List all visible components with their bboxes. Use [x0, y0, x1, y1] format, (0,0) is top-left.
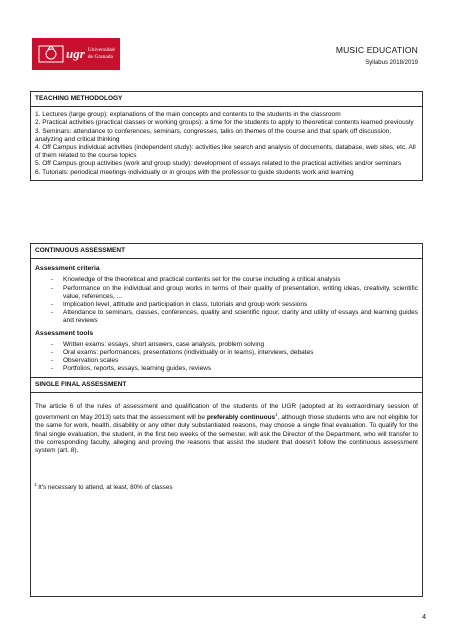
- tools-item: - Oral exams: performances, presentations (individually or in teams), interviews, debates: [55, 349, 418, 357]
- criteria-item: - Implication level, attitude and participation in class, tutorials and group work sessions: [55, 301, 418, 309]
- method-item: 6. Tutorials: periodical meetings individually or in groups with the professor to guide students work and learning: [35, 168, 354, 176]
- method-item: 3. Seminars: attendance to conferences, seminars, congresses, talks on themes of the course and that spark off discussion, analyzing and critical thinking: [35, 127, 392, 143]
- footnote-text: It's necessary to attend, at least, 80% of classes: [38, 484, 173, 492]
- university-logo: [32, 38, 120, 70]
- tools-item: - Written exams: essays, short answers, case analysis, problem solving: [55, 341, 418, 349]
- single-final-heading: SINGLE FINAL ASSESSMENT: [31, 377, 422, 393]
- tools-list: [35, 341, 418, 374]
- logo-abbrev: ugr: [66, 46, 85, 61]
- logo-name: Universidad de Granada: [87, 47, 115, 60]
- pomegranate-crest-icon: [38, 44, 64, 64]
- method-item: 1. Lectures (large group): explanations of the main concepts and contents to the students in the classroom: [35, 111, 341, 119]
- method-item: 2. Practical activities (practical classes or working groups): a time for the students to apply to theoretical contents learned previously: [35, 119, 414, 127]
- page-number: 4: [422, 614, 426, 621]
- continuous-assessment-section: [30, 243, 423, 597]
- method-item: 4. Off Campus individual activities (independent study): activities like search and analysis of documents, database, web sites, etc. All of them related to the course topics: [35, 144, 416, 160]
- single-text-bold: preferably continuous: [206, 414, 276, 422]
- footnote-ref: 1: [275, 412, 278, 418]
- tools-heading: Assessment tools: [35, 329, 94, 337]
- criteria-item: - Performance on the individual and group works in terms of their quality of presentation, writing ideas, creativity, scientific value, references, ...: [55, 285, 418, 301]
- tools-item: - Observation scales: [55, 357, 418, 365]
- section-heading: TEACHING METHODOLOGY: [31, 92, 422, 107]
- single-text-after: , although those students who are not eligible for the same for work, health, disability or any other duly substantiated reasons, may choose a single final evaluation. To qualify for the final single evaluation, the student, in the first two weeks of the semester, will ask the Director of the Department, who will transfer to the corresponding faculty, alleging and proving the reasons that assist the student that doesn't follow the continuous assessment system (art. 8).: [35, 414, 418, 455]
- single-final-body: [31, 393, 422, 596]
- criteria-heading: Assessment criteria: [35, 265, 100, 273]
- single-text-before: The article 6 of the rules of assessment and qualification of the students of the UGR (adopted at its extraordinary session of government on May 2013) sets that the assessment will be: [35, 402, 418, 422]
- document-title: MUSIC EDUCATION: [335, 45, 418, 55]
- tools-item: - Portfolios, reports, essays, learning guides, reviews: [55, 365, 418, 373]
- teaching-list: [31, 107, 422, 180]
- criteria-list: [35, 276, 418, 325]
- criteria-item: - Knowledge of the theoretical and practical contents set for the course including a critical analysis: [55, 276, 418, 284]
- footnote: [34, 482, 172, 491]
- document-subtitle: Syllabus 2018/2019: [365, 60, 418, 66]
- section-heading: CONTINUOUS ASSESSMENT: [31, 244, 422, 259]
- method-item: 5. Off Campus group activities (work and group study): development of essays related to the practical activities and/or seminars: [35, 160, 402, 168]
- teaching-methodology-section: [30, 91, 423, 181]
- footnote-mark: 1: [34, 482, 37, 487]
- criteria-item: - Attendance to seminars, classes, conferences, quality and scientific rigour, clarity and utility of essays and learning guides and reviews: [55, 309, 418, 325]
